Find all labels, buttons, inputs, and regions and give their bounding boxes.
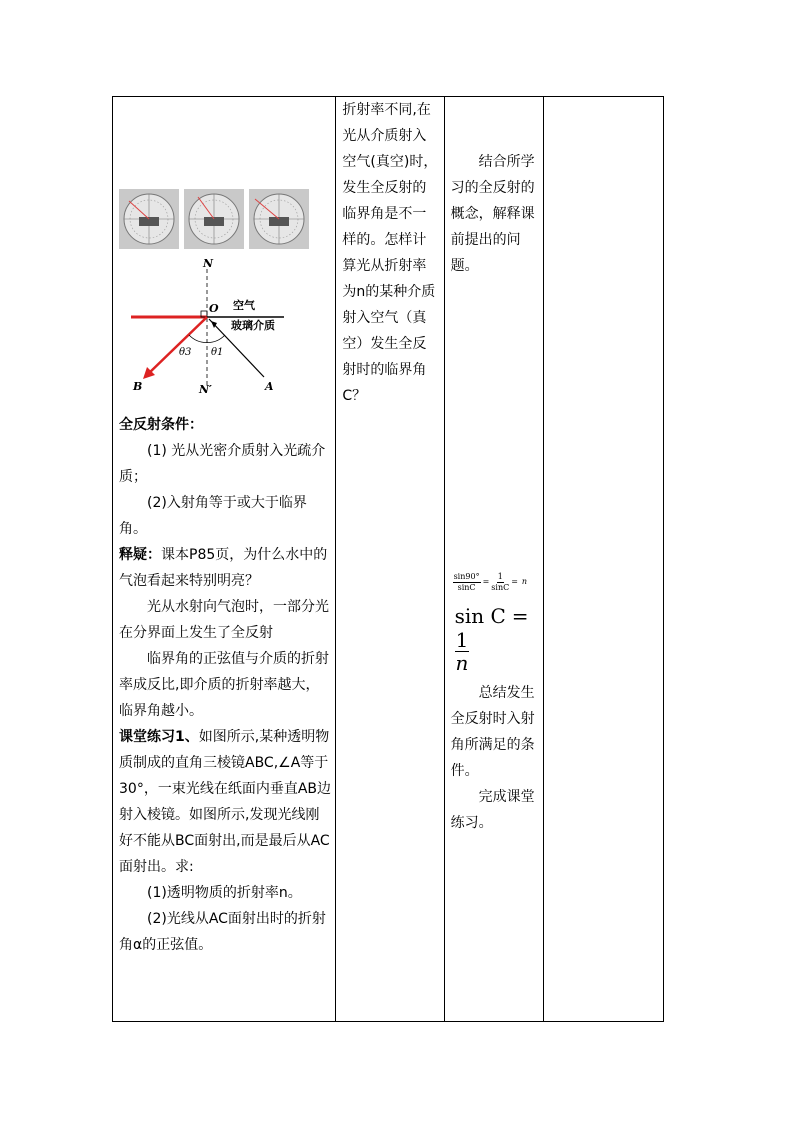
shiyi-paragraph: [119, 542, 331, 594]
experiment-photos: [119, 189, 331, 249]
label-a: A: [265, 380, 274, 393]
exercise-text: 如图所示,某种透明物质制成的直角三棱镜ABC,∠A等于30°，一束光线在纸面内垂直AB边射入棱镜。如图所示,发现光线刚好不能从BC面射出,而是最后从AC面射出。求:: [119, 729, 331, 875]
lesson-table: [112, 96, 664, 1022]
formula-numerator: 1: [455, 628, 469, 652]
shiyi-label: 释疑：: [119, 547, 161, 563]
formula-denominator: sinC: [491, 582, 510, 592]
label-b: B: [133, 380, 143, 393]
question-item: (1)透明物质的折射率n。: [147, 885, 302, 901]
teacher-text: 折射率不同,在光从介质射入空气(真空)时，发生全反射的临界角是不一样的。怎样计算光从折射率为n的某种介质射入空气（真空）发生全反射时的临界角C？: [342, 102, 438, 404]
formula-denominator: n: [455, 651, 469, 675]
student-text: 总结发生全反射时入射角所满足的条件。: [450, 685, 535, 779]
student-text: 结合所学习的全反射的概念，解释课前提出的问题。: [450, 154, 535, 274]
formula-numerator: sin90°: [453, 571, 480, 581]
label-air: 空气: [233, 299, 255, 312]
exercise-label: 课堂练习1、: [119, 729, 199, 745]
label-glass: 玻璃介质: [231, 319, 275, 332]
formula-numerator: 1: [497, 571, 503, 581]
label-n-prime: N′: [199, 383, 212, 396]
teacher-activity-cell: [336, 97, 444, 1022]
experiment-photo: [119, 189, 179, 249]
condition-item: (1) 光从光密介质射入光疏介质；: [119, 443, 326, 485]
condition-item: (2)入射角等于或大于临界角。: [119, 495, 307, 537]
critical-angle-paragraph: 临界角的正弦值与介质的折射率成反比,即介质的折射率越大，临界角越小。: [119, 651, 329, 719]
label-o: O: [209, 302, 219, 315]
formula-lhs: sin C: [454, 604, 506, 628]
exercise-paragraph: [119, 724, 331, 880]
formula-sin90: $\frac{\sin 90^\circ}{\sin C}$ = $\frac{1}{\sin C}$ = n: [453, 571, 528, 592]
bubble-paragraph: 光从水射向气泡时，一部分光在分界面上发生了全反射: [119, 599, 329, 641]
formula-sinc: sin C = $\frac{1}{n}$: [454, 604, 529, 675]
experiment-photo: [249, 189, 309, 249]
total-reflection-diagram: [119, 257, 289, 397]
shiyi-text: 课本P85页，为什么水中的气泡看起来特别明亮？: [119, 547, 328, 589]
label-theta3: θ3: [179, 347, 192, 358]
content-cell: [113, 97, 336, 1022]
experiment-photo: [184, 189, 244, 249]
condition-title: 全反射条件：: [119, 417, 203, 433]
notes-cell: [543, 97, 663, 1022]
label-n: N: [203, 257, 214, 270]
student-activity-cell: [444, 97, 543, 1022]
question-item: (2)光线从AC面射出时的折射角α的正弦值。: [119, 911, 326, 953]
student-text: 完成课堂练习。: [450, 789, 535, 831]
table-row: [113, 97, 664, 1022]
label-theta1: θ1: [211, 347, 224, 358]
formula-denominator: sinC: [457, 582, 476, 592]
